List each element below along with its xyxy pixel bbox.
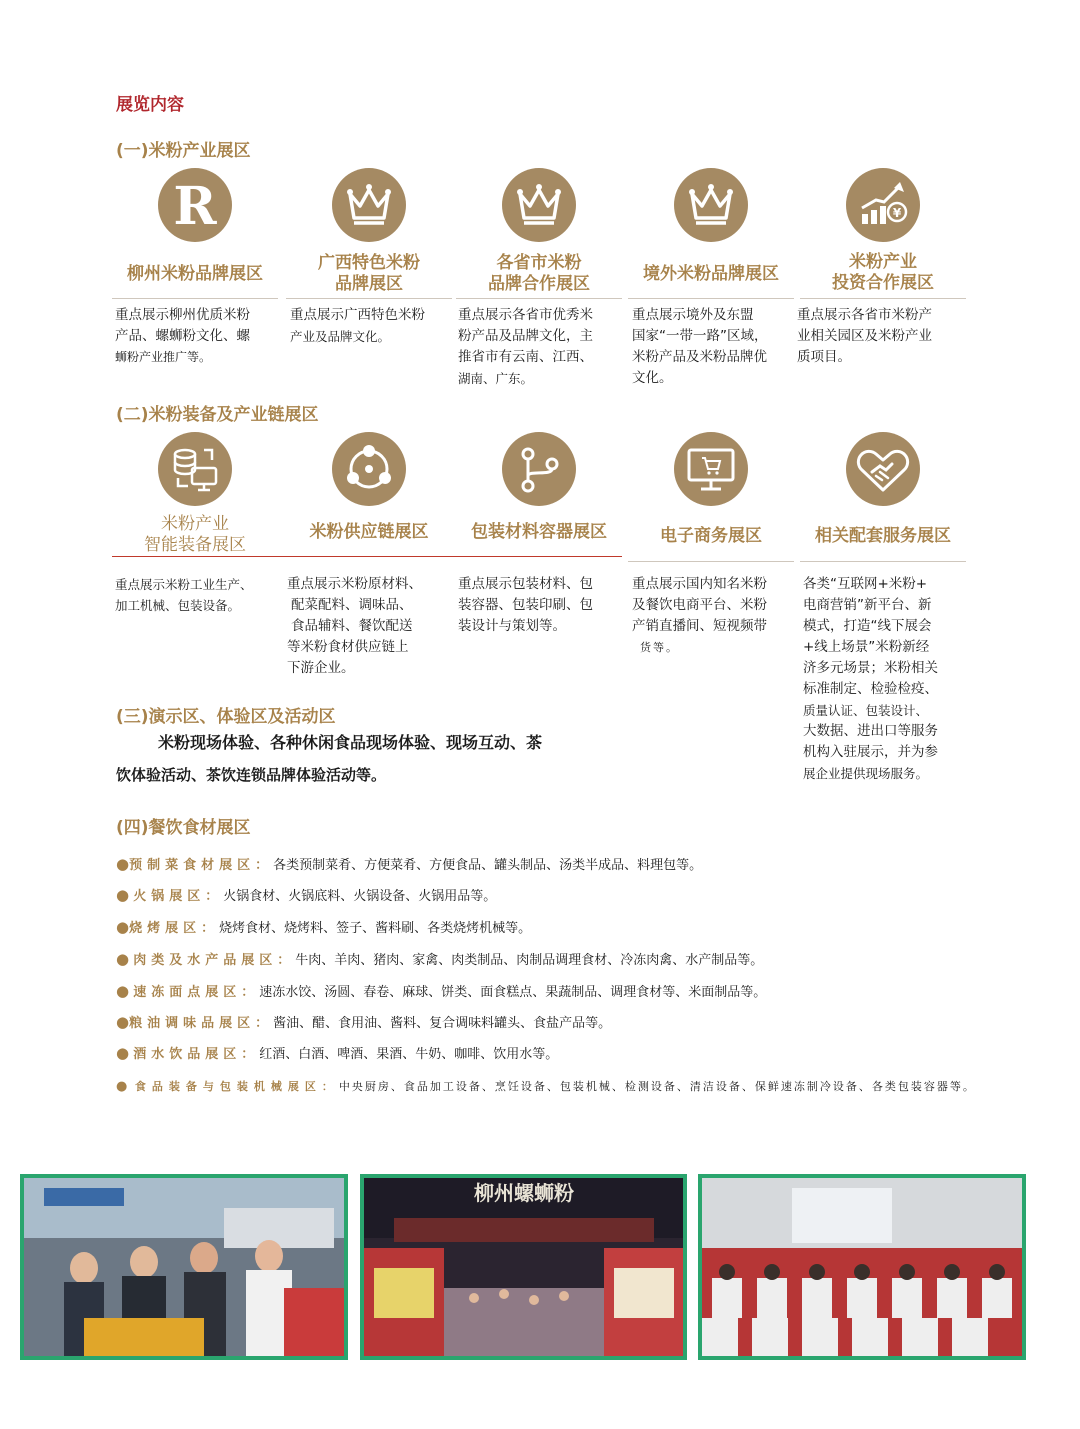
zone-description: 重点展示米粉原材料、 配菜配料、调味品、 食品辅料、餐饮配送 等米粉食材供应链上 下游企业。 (287, 576, 422, 676)
zone-name: 米粉供应链展区 (309, 522, 429, 542)
exhibition-hall-photo (360, 1174, 687, 1360)
category-line: ● 食品装备与包装机械展区：中央厨房、食品加工设备、烹饪设备、包装机械、检测设备、清洁设备、保鲜速冻制冷设备、各类包装容器等。 (116, 1079, 976, 1094)
zone-description: 重点展示米粉工业生产、 加工机械、包装设备。 (115, 577, 253, 613)
category-line: ● 酒水饮品展区：红酒、白酒、啤酒、果酒、牛奶、咖啡、饮用水等。 (116, 1044, 559, 1062)
section-title-2: (二)米粉装备及产业链展区 (116, 405, 319, 425)
shopping-cart-screen-icon (674, 432, 748, 506)
conference-audience-photo (698, 1174, 1026, 1360)
zone-description: 重点展示柳州优质米粉 产品、螺蛳粉文化、螺 蛳粉产业推广等。 (115, 307, 250, 364)
page-title: 展览内容 (116, 95, 184, 115)
divider (628, 298, 794, 299)
zone-description: 重点展示国内知名米粉 及餐饮电商平台、米粉 产销直播间、短视频带 货等。 (632, 576, 767, 654)
divider (800, 561, 966, 562)
hall-sign: 柳州螺蛳粉 (474, 1181, 574, 1205)
zone-name: 各省市米粉 品牌合作展区 (488, 253, 590, 294)
section-title-3: (三)演示区、体验区及活动区 (116, 707, 336, 727)
zone-description: 重点展示各省市优秀米 粉产品及品牌文化，主 推省市有云南、江西、 湖南、广东。 (458, 307, 593, 386)
branch-icon (502, 432, 576, 506)
database-computer-icon (158, 432, 232, 506)
category-line: ● 火锅展区：火锅食材、火锅底料、火锅设备、火锅用品等。 (116, 886, 497, 904)
zone-description: 各类“互联网+米粉+ 电商营销”新平台、新 模式，打造“线下展会 +线上场景”米粉新经 济多元场景；米粉相关 标准制定、检验检疫、 质量认证、包装设计、 大数据、进出口等服务 机构入驻展示，并为参 展企业提供现场服务。 (803, 576, 938, 781)
zone-description: 重点展示广西特色米粉 产业及品牌文化。 (290, 307, 425, 344)
divider (800, 298, 966, 299)
handshake-heart-icon (846, 432, 920, 506)
zone-description: 重点展示境外及东盟 国家“一带一路”区域， 米粉产品及米粉品牌优 文化。 (632, 307, 768, 386)
svg-text:¥: ¥ (892, 206, 902, 220)
zone-name: 广西特色米粉 品牌展区 (318, 253, 420, 294)
section-title-4: (四)餐饮食材展区 (116, 818, 251, 838)
category-line: ● 肉类及水产品展区：牛肉、羊肉、猪肉、家禽、肉类制品、肉制品调理食材、冷冻肉禽、水产制品等。 (116, 950, 764, 968)
zone-name: 相关配套服务展区 (815, 526, 951, 546)
growth-chart-icon (846, 168, 920, 242)
zone-name: 米粉产业 投资合作展区 (832, 252, 934, 293)
category-line: ● 速冻面点展区：速冻水饺、汤圆、春卷、麻球、饼类、面食糕点、果蔬制品、调理食材等、米面制品等。 (116, 982, 767, 1000)
crown-icon (502, 168, 576, 242)
zone-name: 境外米粉品牌展区 (643, 264, 779, 284)
svg-text:R: R (173, 176, 217, 237)
crown-icon (332, 168, 406, 242)
category-line: ●粮油调味品展区：酱油、醋、食用油、酱料、复合调味料罐头、食盐产品等。 (116, 1013, 612, 1031)
network-nodes-icon (332, 432, 406, 506)
divider (112, 556, 622, 557)
r-letter-icon (158, 168, 232, 242)
zone-name: 米粉产业 智能装备展区 (144, 514, 246, 555)
divider (286, 298, 452, 299)
category-line: ●预制菜食材展区：各类预制菜肴、方便菜肴、方便食品、罐头制品、汤类半成品、料理包等。 (116, 855, 703, 873)
activity-text: 米粉现场体验、各种休闲食品现场体验、现场互动、茶 饮体验活动、茶饮连锁品牌体验活动等。 (116, 733, 543, 784)
zone-name: 柳州米粉品牌展区 (127, 264, 263, 284)
divider (628, 561, 794, 562)
divider (112, 298, 278, 299)
zone-description: 重点展示各省市米粉产 业相关园区及米粉产业 质项目。 (797, 307, 932, 365)
zone-description: 重点展示包装材料、包 装容器、包装印刷、包 装设计与策划等。 (458, 576, 593, 634)
zone-name: 包装材料容器展区 (471, 522, 607, 542)
zone-name: 电子商务展区 (660, 526, 762, 546)
divider (456, 298, 622, 299)
crown-icon (674, 168, 748, 242)
category-line: ●烧烤展区：烧烤食材、烧烤料、签子、酱料刷、各类烧烤机械等。 (116, 918, 532, 936)
exhibition-visitors-photo (20, 1174, 348, 1360)
section-title-1: (一)米粉产业展区 (116, 141, 251, 161)
